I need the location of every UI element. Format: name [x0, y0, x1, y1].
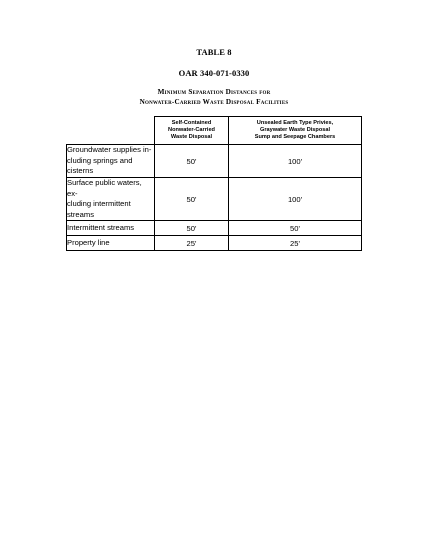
column-header-unsealed	[229, 117, 362, 145]
table-row	[67, 145, 362, 178]
column-header-line: Self-Contained	[171, 120, 212, 126]
column-header-line: Unsealed Earth Type Privies,	[256, 120, 334, 126]
row-label-line: cluding intermittent	[67, 199, 131, 208]
row-label-groundwater	[67, 145, 155, 178]
cell-self-contained: 50'	[155, 178, 229, 221]
column-header-self-contained	[155, 117, 229, 145]
row-label-line: Surface public waters, ex-	[67, 178, 142, 198]
cell-unsealed: 100'	[229, 178, 362, 221]
row-label-surface-waters	[67, 178, 155, 221]
column-header-line: Graywater Waste Disposal	[259, 127, 331, 133]
cell-unsealed: 50'	[229, 221, 362, 236]
cell-self-contained: 50'	[155, 145, 229, 178]
header-corner-cell	[67, 117, 155, 145]
rule-number: OAR 340-071-0330	[178, 68, 250, 78]
table-label: TABLE 8	[196, 47, 232, 57]
column-header-line: Sump and Seepage Chambers	[254, 134, 336, 140]
column-header-line: Nonwater-Carried	[168, 127, 215, 133]
row-label-line: Groundwater supplies in-	[67, 145, 152, 154]
cell-unsealed: 100'	[229, 145, 362, 178]
table-subtitle-line2: Nonwater-Carried Waste Disposal Facilities	[139, 98, 289, 106]
cell-self-contained: 25'	[155, 236, 229, 251]
table-row	[67, 221, 362, 236]
cell-self-contained: 50'	[155, 221, 229, 236]
column-header-line: Waste Disposal	[170, 134, 213, 140]
cell-unsealed: 25'	[229, 236, 362, 251]
table-header-row	[67, 117, 362, 145]
row-label-intermittent-streams: Intermittent streams	[67, 221, 155, 236]
table-row	[67, 178, 362, 221]
row-label-property-line: Property line	[67, 236, 155, 251]
row-label-line: cluding springs and	[67, 155, 133, 165]
table-subtitle-line1: Minimum Separation Distances for	[157, 88, 271, 96]
row-label-line: streams	[67, 209, 95, 219]
separation-distances-table	[66, 116, 362, 251]
table-row	[67, 236, 362, 251]
row-label-line: cisterns	[67, 166, 94, 175]
